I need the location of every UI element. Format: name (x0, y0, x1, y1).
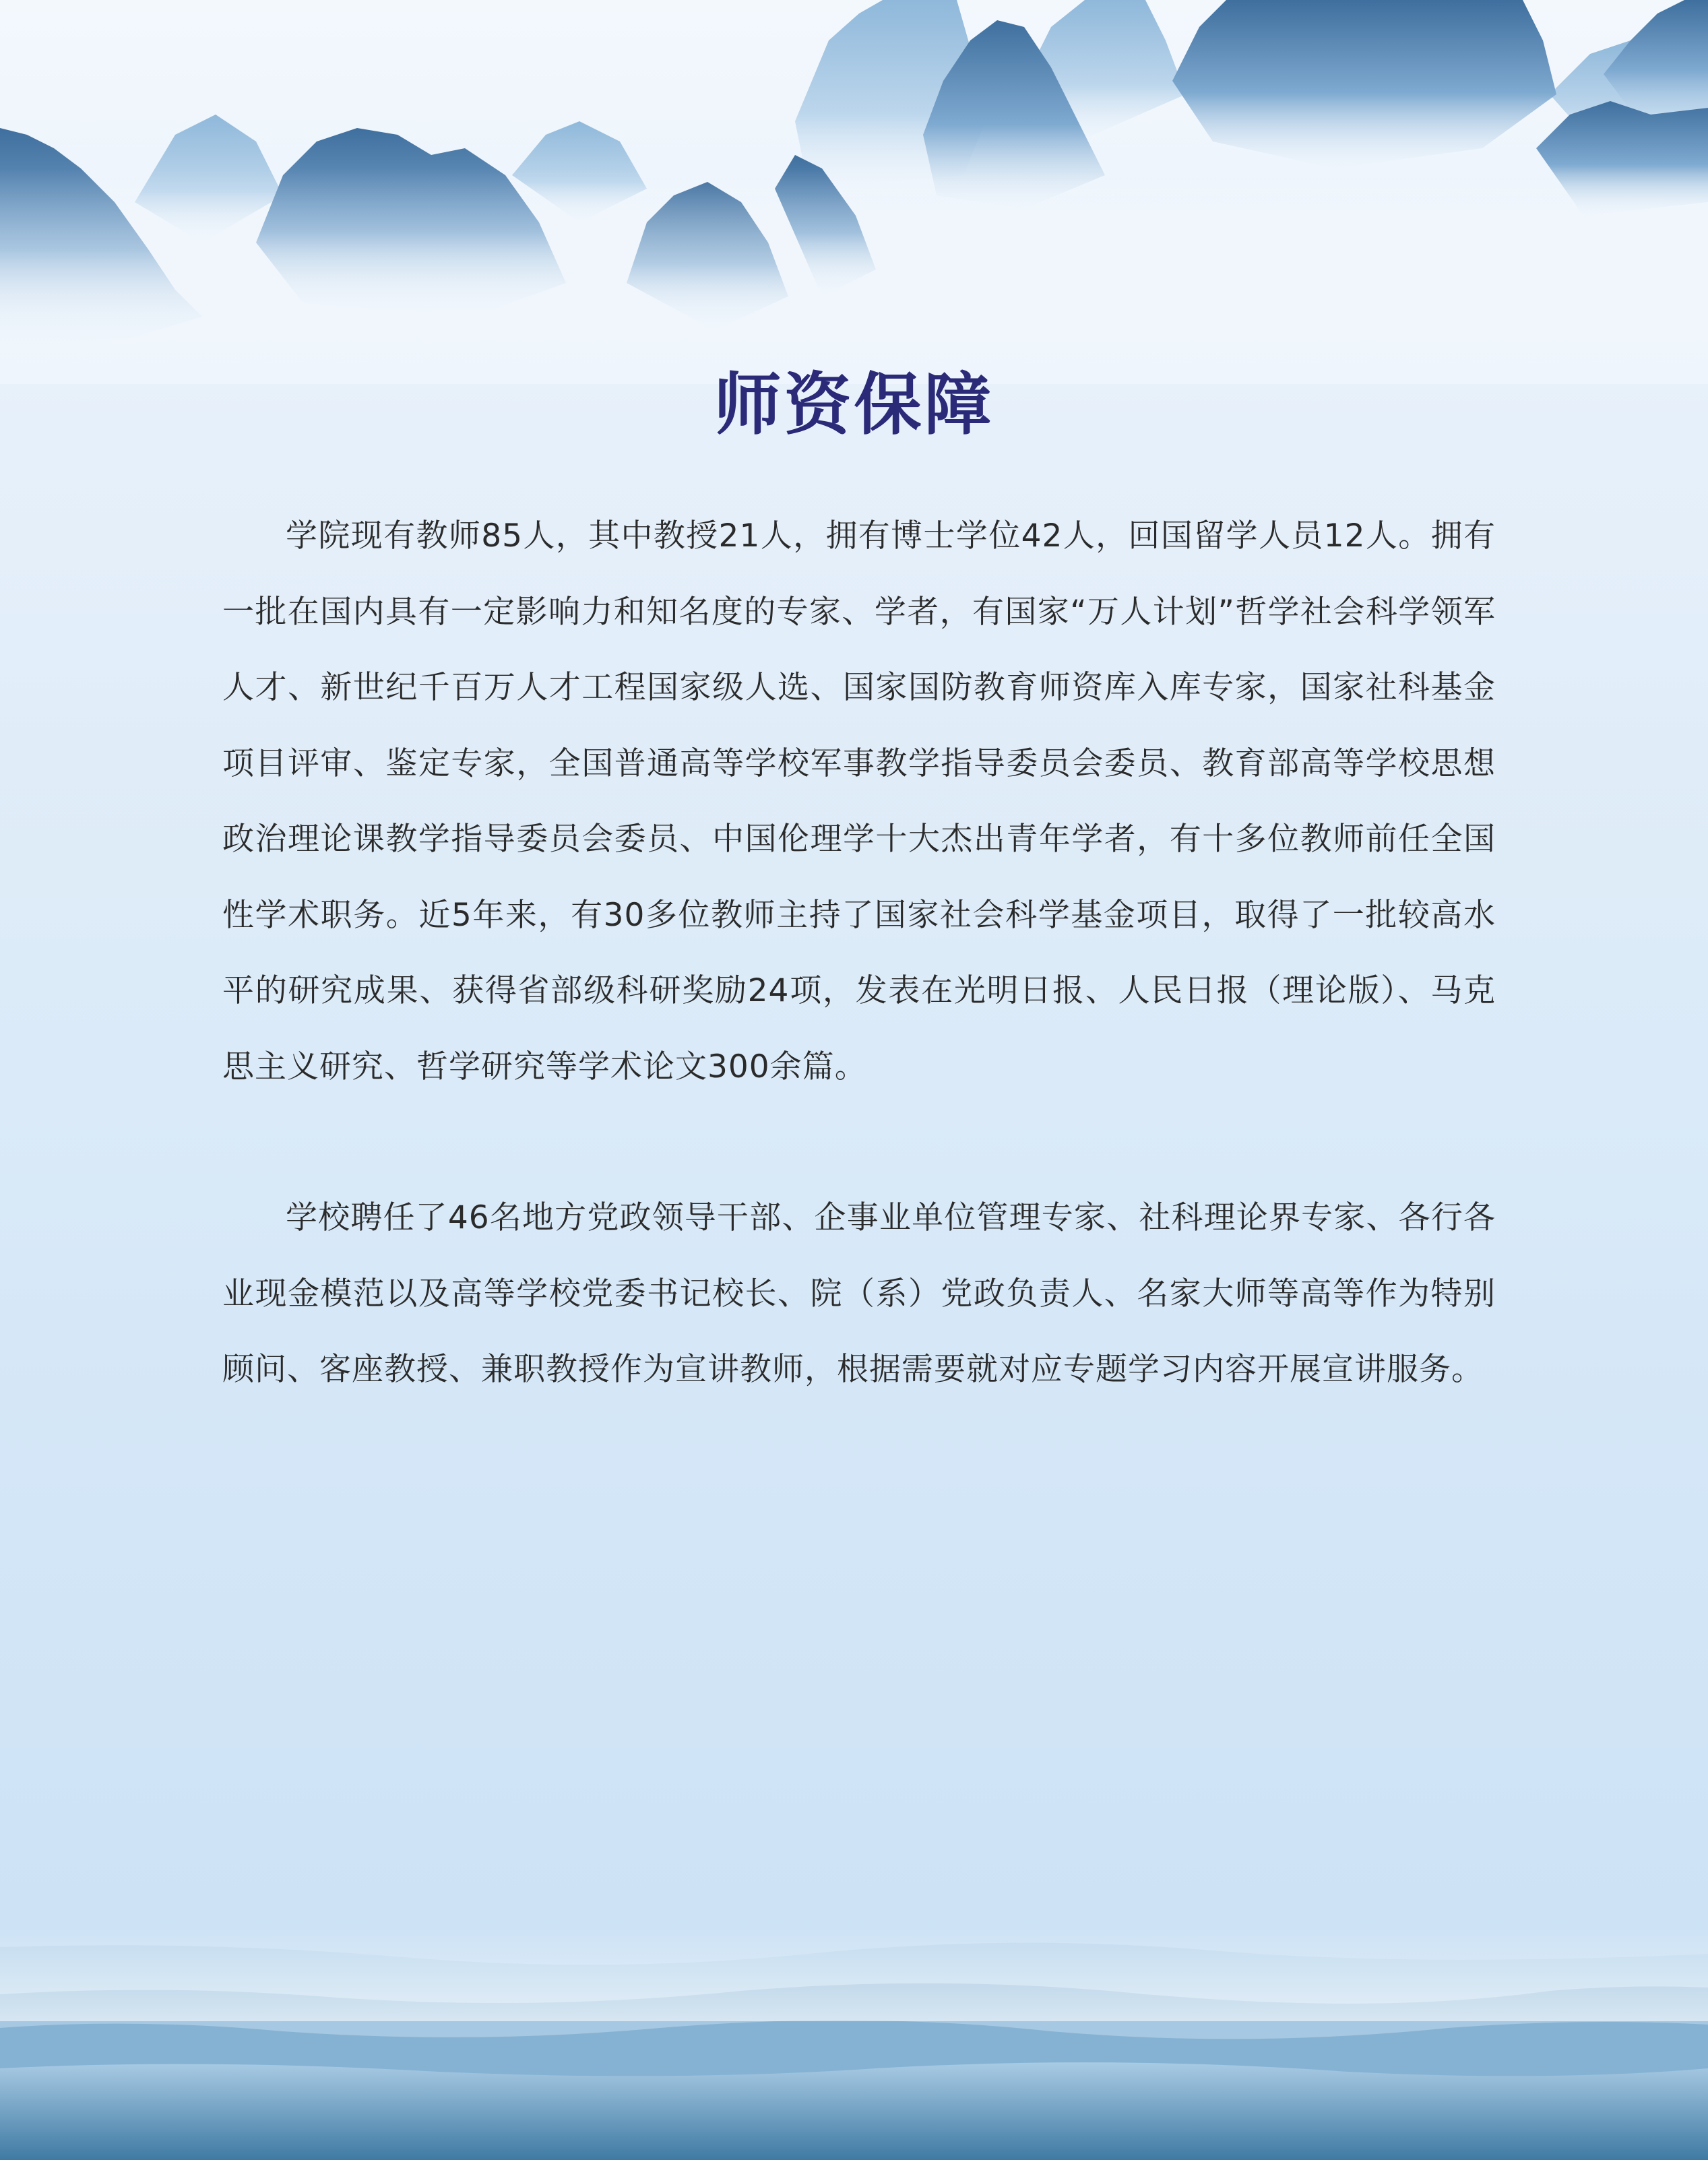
body-content (222, 499, 1496, 1408)
page-title: 师资保障 (714, 365, 994, 444)
bottom-landscape (0, 1927, 1708, 2160)
paragraph-guest-lecturers: 学校聘任了46名地方党政领导干部、企事业单位管理专家、社科理论界专家、各行各业现金模范以及高等学校党委书记校长、院（系）党政负责人、名家大师等高等作为特别顾问、客座教授、兼职教授作为宣讲教师，根据需要就对应专题学习内容开展宣讲服务。 (222, 1199, 1496, 1388)
paragraph-faculty-overview: 学院现有教师85人，其中教授21人，拥有博士学位42人，回国留学人员12人。拥有一批在国内具有一定影响力和知名度的专家、学者，有国家“万人计划”哲学社会科学领军人才、新世纪千百万人才工程国家级人选、国家国防教育师资库入库专家，国家社科基金项目评审、鉴定专家，全国普通高等学校军事教学指导委员会委员、教育部高等学校思想政治理论课教学指导委员会委员、中国伦理学十大杰出青年学者，有十多位教师前任全国性学术职务。近5年来，有30多位教师主持了国家社会科学基金项目，取得了一批较高水平的研究成果、获得省部级科研奖励24项，发表在光明日报、人民日报（理论版）、马克思主义研究、哲学研究等学术论文300余篇。 (222, 517, 1496, 1085)
